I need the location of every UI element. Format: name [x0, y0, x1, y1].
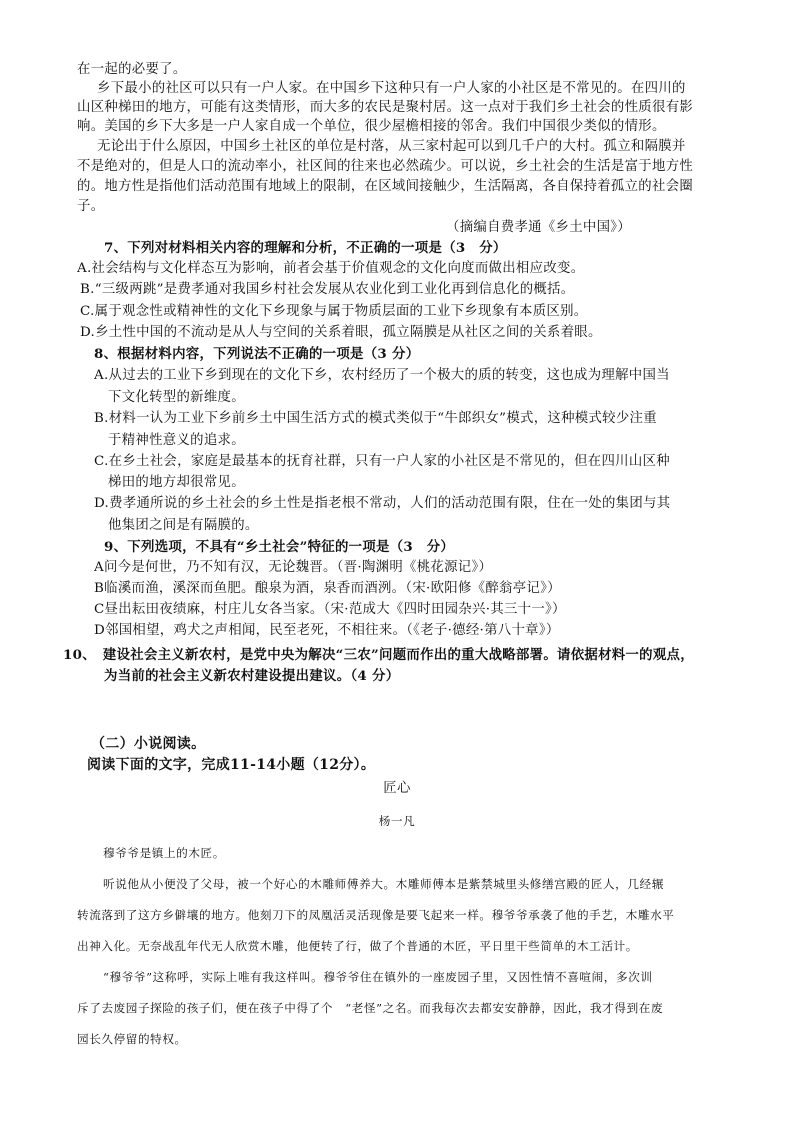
question-7-stem: 7、下列对材料相关内容的理解和分析，不正确的一项是（3 分）: [104, 240, 507, 256]
passage-line: 山区种梯田的地方，可能有这类情形，而大多的农民是聚村居。这一点对于我们乡土社会的性质很有影: [77, 100, 694, 115]
question-9-option-c: C昼出耘田夜绩麻，村庄儿女各当家。（宋·范成大《四时田园杂兴·其三十一》）: [94, 602, 566, 617]
question-8-option-c: C.在乡土社会，家庭是最基本的抚育社群，只有一户人家的小社区是不常见的，但在四川山区种: [94, 454, 670, 469]
question-7-option-c: C.属于观念性或精神性的文化下乡现象与属于物质层面的工业下乡现象有本质区别。: [80, 304, 588, 319]
passage-line: 乡下最小的社区可以只有一户人家。在中国乡下这种只有一户人家的小社区是不常见的。在四川的: [97, 81, 686, 96]
story-paragraph: “穆爷爷”这称呼，实际上唯有我这样叫。穆爷爷住在镇外的一座废园子里，又因性情不喜喧闹，多次训: [103, 970, 653, 984]
story-paragraph-cont: 出神入化。无奈战乱年代无人欣赏木雕，他便转了行，做了个普通的木匠，平日里干些简单的木工活计。: [77, 939, 638, 953]
section-heading: （二）小说阅读。: [91, 736, 206, 752]
question-10-stem-cont: 为当前的社会主义新农村建设提出建议。（4 分）: [104, 668, 400, 684]
question-9-option-b: B临溪而渔，溪深而鱼肥。酿泉为酒，泉香而酒洌。（宋·欧阳修《醉翁亭记》）: [94, 581, 561, 596]
question-10-stem: 10、 建设社会主义新农村，是党中央为解决“三农”问题而作出的重大战略部署。请依据材料一的观点，: [63, 647, 694, 663]
passage-line: 响。美国的乡下大多是一户人家自成一个单位，很少屋檐相接的邻舍。我们中国很少类似的情形。: [77, 119, 666, 134]
passage-line: 的。地方性是指他们活动范围有地域上的限制，在区域间接触少，生活隔离，各自保持着孤立的社会圈: [77, 179, 694, 194]
story-author: 杨一凡: [378, 814, 416, 828]
question-9-option-d: D邻国相望，鸡犬之声相闻，民至老死，不相往来。（《老子·德经·第八十章》）: [94, 623, 560, 638]
question-8-option-d: D.费孝通所说的乡土社会的乡土性是指老根不常动，人们的活动范围有限，住在一处的集团与其: [94, 496, 671, 511]
story-paragraph: 听说他从小便没了父母，被一个好心的木雕师傅养大。木雕师傅本是紫禁城里头修缮宫殿的匠人，几经辗: [103, 877, 664, 891]
question-7-option-a: A.社会结构与文化样态互为影响，前者会基于价值观念的文化向度而做出相应改变。: [77, 261, 585, 276]
question-8-option-c-cont: 梯田的地方却很常见。: [108, 475, 245, 490]
story-paragraph: 穆爷爷是镇上的木匠。: [103, 846, 225, 860]
question-7-option-b: B.“三级两跳”是费孝通对我国乡村社会发展从农业化到工业化再到信息化的概括。: [80, 282, 575, 297]
question-9-option-a: A问今是何世，乃不知有汉，无论魏晋。（晋·陶渊明《桃花源记》）: [94, 560, 493, 575]
question-9-stem: 9、下列选项，不具有“乡土社会”特征的一项是（3 分）: [104, 539, 455, 555]
question-8-option-d-cont: 他集团之间是有隔膜的。: [108, 518, 259, 533]
source-citation: （摘编自费孝通《乡土中国》）: [446, 220, 631, 235]
passage-line: 在一起的必要了。: [77, 62, 187, 77]
passage-line: 无论出于什么原因，中国乡土社区的单位是村落，从三家村起可以到几千户的大村。孤立和隔膜并: [97, 139, 686, 154]
question-8-option-b: B.材料一认为工业下乡前乡土中国生活方式的模式类似于“牛郎织女”模式，这种模式较少注重: [94, 411, 657, 426]
story-paragraph-cont: 斥了去废园子探险的孩子们，便在孩子中得了个 “老怪”之名。而我每次去都安安静静，因此，我才得到在废: [77, 1001, 664, 1015]
story-paragraph-cont: 转流落到了这方乡僻壤的地方。他刻刀下的凤凰活灵活现像是要飞起来一样。穆爷爷承袭了他的手艺，木雕水平: [77, 908, 675, 922]
question-7-option-d: D.乡土性中国的不流动是从人与空间的关系着眼，孤立隔膜是从社区之间的关系着眼。: [80, 325, 602, 340]
question-8-stem: 8、根据材料内容，下列说法不正确的一项是（3 分）: [94, 346, 420, 362]
question-8-option-b-cont: 于精神性意义的追求。: [108, 433, 245, 448]
section-instruction: 阅读下面的文字，完成11-14小题（12分）。: [87, 757, 376, 773]
story-title: 匠心: [383, 781, 411, 796]
question-8-option-a-cont: 下文化转型的新维度。: [108, 390, 245, 405]
question-8-option-a: A.从过去的工业下乡到现在的文化下乡，农村经历了一个极大的质的转变，这也成为理解中国当: [94, 368, 670, 383]
passage-line: 子。: [77, 199, 105, 214]
passage-line: 不是绝对的，但是人口的流动率小，社区间的往来也必然疏少。可以说，乡土社会的生活是富于地方性: [77, 159, 694, 174]
story-paragraph-cont: 园长久停留的特权。: [77, 1032, 187, 1046]
